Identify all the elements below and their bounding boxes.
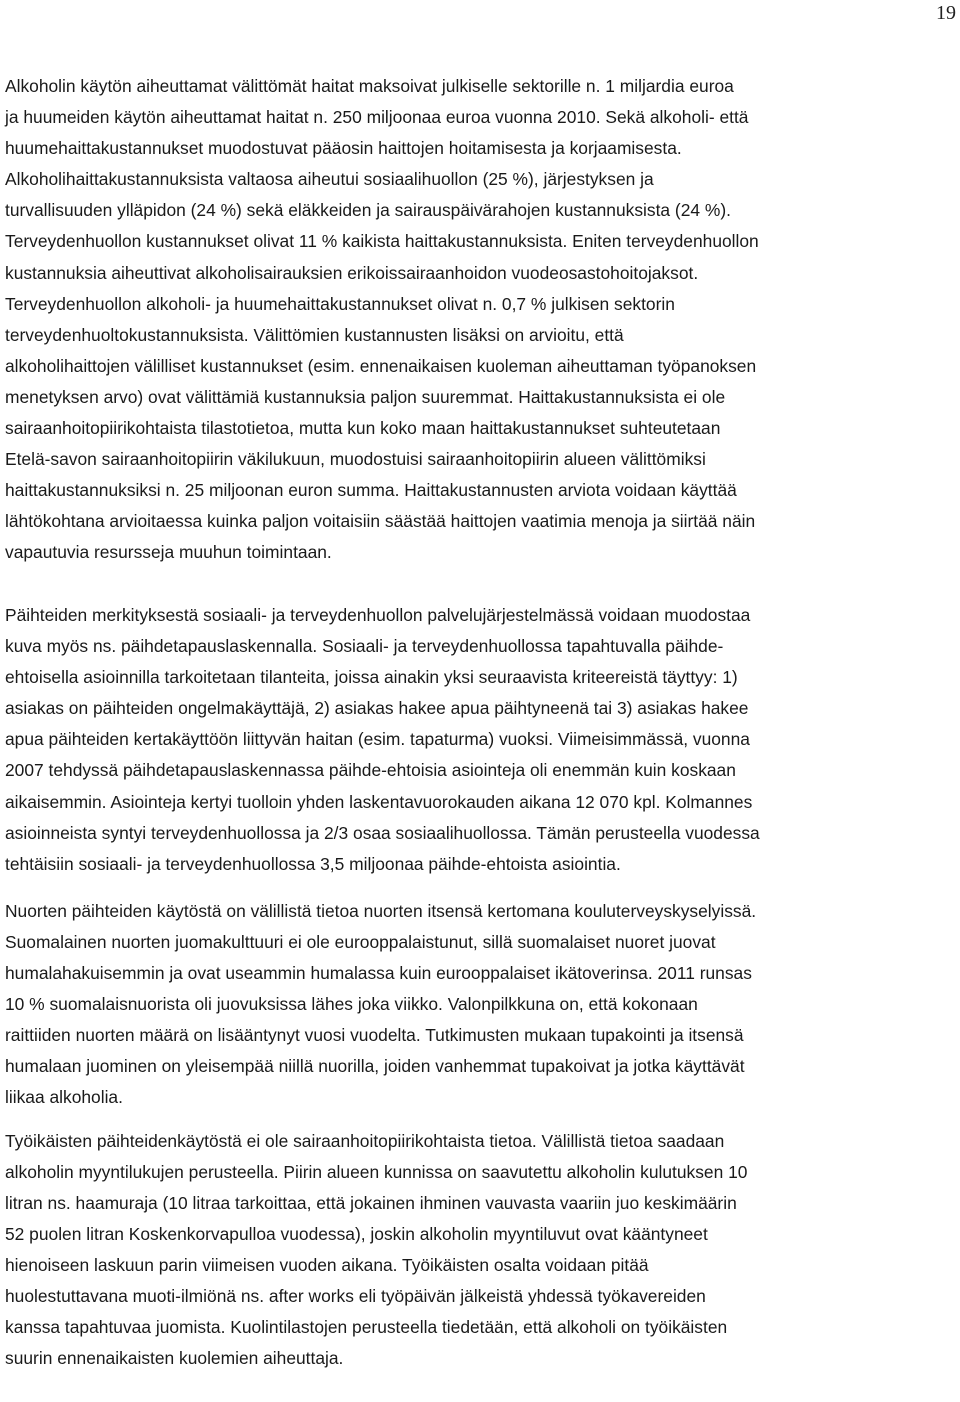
text-line: kuva myös ns. päihdetapauslaskennalla. Sosiaali- ja terveydenhuollossa tapahtuvalla päihde- bbox=[5, 636, 724, 657]
text-line: suurin ennenaikaisten kuolemien aiheuttaja. bbox=[5, 1348, 344, 1369]
document-body bbox=[5, 71, 955, 1374]
text-line: 2007 tehdyssä päihdetapauslaskennassa päihde-ehtoisia asiointeja oli enemmän kuin koskaan bbox=[5, 760, 736, 781]
text-line: humalahakuisemmin ja ovat useammin humalassa kuin eurooppalaiset ikätoverinsa. 2011 runsas bbox=[5, 963, 752, 984]
text-line: tehtäisiin sosiaali- ja terveydenhuollossa 3,5 miljoonaa päihde-ehtoista asiointia. bbox=[5, 853, 621, 874]
text-line: Työikäisten päihteidenkäytöstä ei ole sairaanhoitopiirikohtaista tietoa. Välillistä tietoa saadaan bbox=[5, 1130, 725, 1151]
text-line: asiakas on päihteiden ongelmakäyttäjä, 2) asiakas hakee apua päihtyneenä tai 3) asiakas hakee bbox=[5, 698, 749, 719]
paragraph-youth-substance-use bbox=[5, 896, 955, 1114]
text-line: huolestuttavana muoti-ilmiönä ns. after works eli työpäivän jälkeistä yhdessä työkavereiden bbox=[5, 1285, 706, 1306]
text-line: alkoholihaittojen välilliset kustannukset (esim. ennenaikaisen kuoleman aiheuttaman työpanoksen bbox=[5, 355, 757, 376]
text-line: ehtoisella asioinnilla tarkoitetaan tilanteita, joissa ainakin yksi seuraavista kriteereistä täyttyy: 1) bbox=[5, 667, 738, 688]
text-line: Päihteiden merkityksestä sosiaali- ja terveydenhuollon palvelujärjestelmässä voidaan muodostaa bbox=[5, 605, 751, 625]
text-line: Terveydenhuollon kustannukset olivat 11 % kaikista haittakustannuksista. Eniten terveydenhuollon bbox=[5, 231, 759, 252]
text-line: Suomalainen nuorten juomakulttuuri ei ole eurooppalaistunut, sillä suomalaiset nuoret juovat bbox=[5, 931, 716, 952]
text-line: alkoholin myyntilukujen perusteella. Piirin alueen kunnissa on saavutettu alkoholin kulutuksen 10 bbox=[5, 1161, 748, 1182]
page-number: 19 bbox=[936, 2, 956, 24]
text-line: sairaanhoitopiirikohtaista tilastotietoa, mutta kun koko maan haittakustannukset suhteutetaan bbox=[5, 418, 721, 439]
text-line: Alkoholihaittakustannuksista valtaosa aiheutui sosiaalihuollon (25 %), järjestyksen ja bbox=[5, 169, 654, 190]
text-line: litran ns. haamuraja (10 litraa tarkoittaa, että jokainen ihminen vauvasta vaariin juo keskimäärin bbox=[5, 1192, 737, 1213]
text-line: Alkoholin käytön aiheuttamat välittömät haitat maksoivat julkiselle sektorille n. 1 miljardia euroa bbox=[5, 76, 734, 96]
text-line: liikaa alkoholia. bbox=[5, 1087, 123, 1108]
text-line: haittakustannuksiksi n. 25 miljoonan euron summa. Haittakustannusten arviota voidaan käyttää bbox=[5, 480, 737, 501]
text-line: menetyksen arvo) ovat välittämiä kustannuksia paljon suuremmat. Haittakustannuksista ei ole bbox=[5, 386, 726, 407]
text-line: 10 % suomalaisnuorista oli juovuksissa lähes joka viikko. Valonpilkkuna on, että kokonaan bbox=[5, 994, 698, 1015]
text-line: kustannuksia aiheuttivat alkoholisairauksien erikoissairaanhoidon vuodeosastohoitojaksot. bbox=[5, 262, 699, 283]
text-line: hienoiseen laskuun parin viimeisen vuoden aikana. Työikäisten osalta voidaan pitää bbox=[5, 1254, 649, 1275]
text-line: asioinneista syntyi terveydenhuollossa ja 2/3 osaa sosiaalihuollossa. Tämän perusteella vuodessa bbox=[5, 822, 760, 843]
text-line: Nuorten päihteiden käytöstä on välillistä tietoa nuorten itsensä kertomana kouluterveyskyselyissä. bbox=[5, 900, 757, 921]
text-line: Etelä-savon sairaanhoitopiirin väkilukuun, muodostuisi sairaanhoitopiirin alueen välittömiksi bbox=[5, 449, 706, 470]
paragraph-substance-case-count bbox=[5, 600, 955, 880]
paragraph-spacer bbox=[5, 1114, 955, 1126]
text-line: raittiiden nuorten määrä on lisääntynyt vuosi vuodelta. Tutkimusten mukaan tupakointi ja itsensä bbox=[5, 1025, 744, 1046]
text-line: kanssa tapahtuvaa juomista. Kuolintilastojen perusteella tiedetään, että alkoholi on työikäisten bbox=[5, 1317, 728, 1338]
text-line: apua päihteiden kertakäyttöön liittyvän haitan (esim. tapaturma) vuoksi. Viimeisimmässä, vuonna bbox=[5, 729, 750, 750]
text-line: 52 puolen litran Koskenkorvapulloa vuodessa), joskin alkoholin myyntiluvut ovat kääntyneet bbox=[5, 1223, 708, 1244]
text-line: aikaisemmin. Asiointeja kertyi tuolloin yhden laskentavuorokauden aikana 12 070 kpl. Kolmannes bbox=[5, 791, 753, 812]
text-line: vapautuvia resursseja muuhun toimintaan. bbox=[5, 542, 332, 563]
text-line: ja huumeiden käytön aiheuttamat haitat n. 250 miljoonaa euroa vuonna 2010. Sekä alkoholi- että bbox=[5, 107, 749, 128]
paragraph-working-age-substance-use bbox=[5, 1126, 955, 1375]
paragraph-spacer bbox=[5, 569, 955, 601]
text-line: humalaan juominen on yleisempää niillä nuorilla, joiden vanhemmat tupakoivat ja jotka käyttävät bbox=[5, 1056, 745, 1077]
text-line: terveydenhuoltokustannuksista. Välittömien kustannusten lisäksi on arvioitu, että bbox=[5, 324, 624, 345]
text-line: lähtökohtana arvioitaessa kuinka paljon voitaisiin säästää haittojen vaatimia menoja ja siirtää näin bbox=[5, 511, 756, 532]
text-line: turvallisuuden ylläpidon (24 %) sekä eläkkeiden ja sairauspäivärahojen kustannuksista (24 %). bbox=[5, 200, 731, 221]
paragraph-alcohol-costs bbox=[5, 71, 955, 569]
paragraph-spacer bbox=[5, 880, 955, 896]
text-line: Terveydenhuollon alkoholi- ja huumehaittakustannukset olivat n. 0,7 % julkisen sektorin bbox=[5, 293, 675, 314]
text-line: huumehaittakustannukset muodostuvat pääosin haittojen hoitamisesta ja korjaamisesta. bbox=[5, 138, 682, 159]
